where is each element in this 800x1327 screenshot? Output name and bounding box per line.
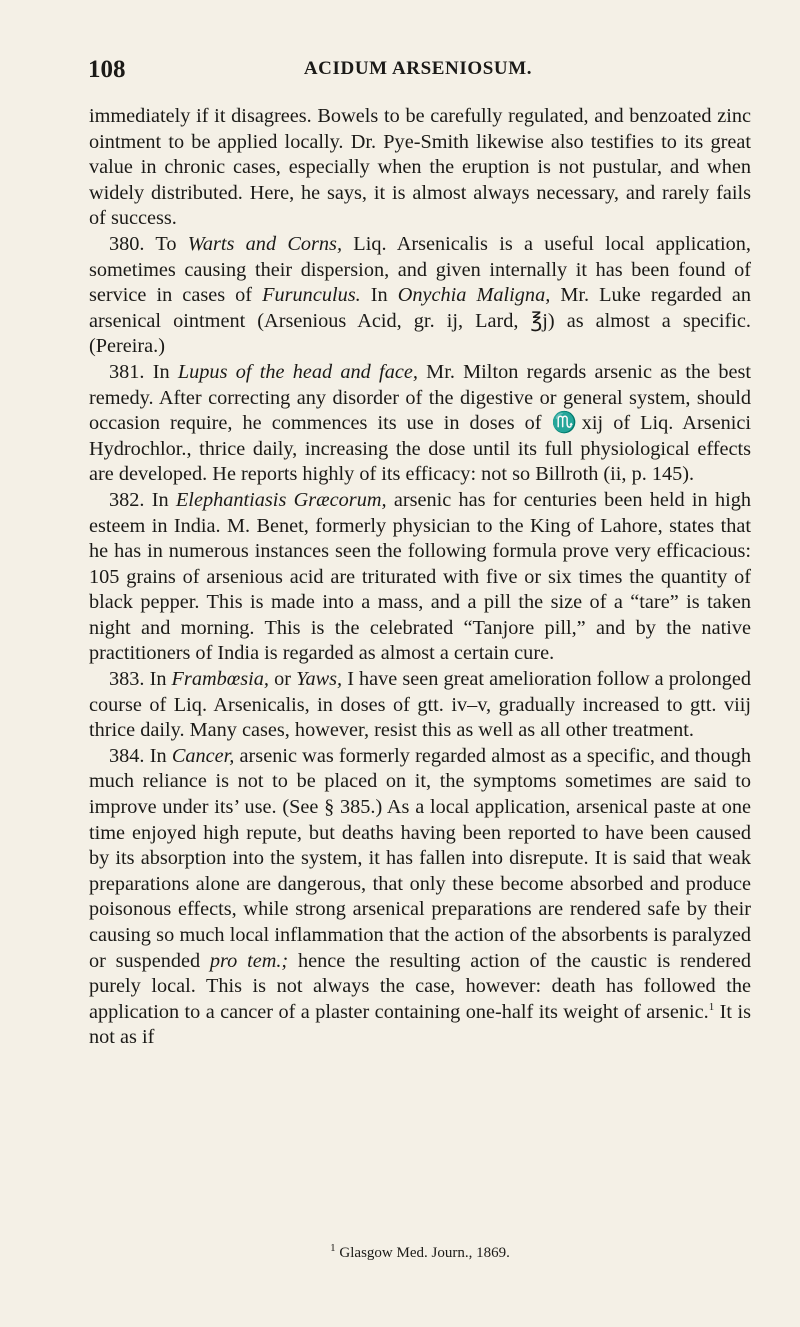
page-header	[88, 56, 748, 86]
text-run: Mr. Luke regarded an arsenical ointment (Arsenious Acid, gr. ij, Lard, ℥j) as almost a specific. (Pereira.)	[89, 284, 751, 358]
italic-term: Lupus of the head and face,	[177, 360, 418, 383]
text-run: Mr. Milton regards arsenic as the best remedy. After correcting any disorder of the digestive or general system, should occasion require, he commences its use in doses of ♏xij of Liq. Arsenici Hydrochlor., thrice daily, increasing the dose until its full physiological effects are developed. He reports highly of its efficacy: not so Billroth (ii, p. 145).	[89, 360, 752, 486]
text-run: 380. To	[109, 232, 188, 255]
italic-term: pro tem.;	[209, 949, 289, 972]
footnote	[89, 1242, 751, 1262]
text-run: In	[360, 284, 398, 307]
paragraph	[89, 104, 751, 232]
italic-term: Frambœsia,	[171, 668, 270, 691]
italic-term: Warts and Corns,	[187, 232, 343, 255]
footnote-text: Glasgow Med. Journ., 1869.	[339, 1245, 510, 1261]
paragraph	[89, 744, 751, 1051]
paragraph	[89, 232, 751, 360]
body-text	[89, 104, 751, 1051]
italic-term: Cancer,	[171, 744, 235, 767]
text-run: 382. In	[109, 488, 176, 511]
paragraph	[89, 488, 751, 667]
footnote-marker: 1	[330, 1242, 336, 1254]
text-run: or	[269, 668, 297, 691]
text-run: Liq. Arsenicalis is a useful local application, sometimes causing their dispersion, and given internally it has been found of service in cases of	[89, 232, 751, 307]
italic-term: Yaws,	[296, 668, 343, 691]
text-run: It is not as if	[89, 1000, 751, 1049]
text-run: 381. In	[109, 360, 178, 383]
text-run: immediately if it disagrees. Bowels to be carefully regulated, and benzoated zinc ointment to be applied locally. Dr. Pye-Smith likewise also testifies to its great value in chronic cases, especially when the eruption is not pustular, and when widely distributed. Here, he says, it is almost always necessary, and rarely fails of success.	[89, 105, 751, 230]
paragraph	[89, 360, 751, 488]
page-number: 108	[88, 56, 126, 83]
running-title: ACIDUM ARSENIOSUM.	[303, 58, 533, 79]
paragraph	[89, 667, 751, 744]
text-run: 383. In	[109, 668, 172, 691]
italic-term: Onychia Maligna,	[397, 284, 551, 307]
footnote-reference: 1	[708, 1001, 715, 1014]
text-run: I have seen great amelioration follow a prolonged course of Liq. Arsenicalis, in doses of gtt. iv–v, gradually increased to gtt. viij thrice daily. Many cases, however, resist this as well as all other treatment.	[89, 668, 751, 742]
italic-term: Elephantiasis Græcorum,	[175, 488, 387, 511]
text-run: 384. In	[109, 744, 172, 767]
text-run: hence the resulting action of the caustic is rendered purely local. This is not always the case, however: death has followed the application to a cancer of a plaster containing one-half its weight of arsenic.	[89, 949, 751, 1023]
text-run: arsenic was formerly regarded almost as a specific, and though much reliance is not to be placed on it, the symptoms sometimes are said to improve under its’ use. (See § 385.) As a local application, arsenical paste at one time enjoyed high repute, but deaths having been reported to have been caused by its absorption into the system, it has fallen into disrepute. It is said that weak preparations alone are dangerous, that only these become absorbed and produce poisonous effects, while strong arsenical preparations are rendered safe by their causing so much local inflammation that the action of the absorbents is paralyzed or suspended	[89, 744, 752, 972]
text-run: arsenic has for centuries been held in high esteem in India. M. Benet, formerly physician to the King of Lahore, states that he has in numerous instances seen the following formula prove very efficacious: 105 grains of arsenious acid are triturated with five or six times the quantity of black pepper. This is made into a mass, and a pill the size of a “tare” is taken night and morning. This is the celebrated “Tanjore pill,” and by the native practitioners of India is regarded as almost a certain cure.	[89, 488, 751, 665]
italic-term: Furunculus.	[262, 284, 361, 307]
